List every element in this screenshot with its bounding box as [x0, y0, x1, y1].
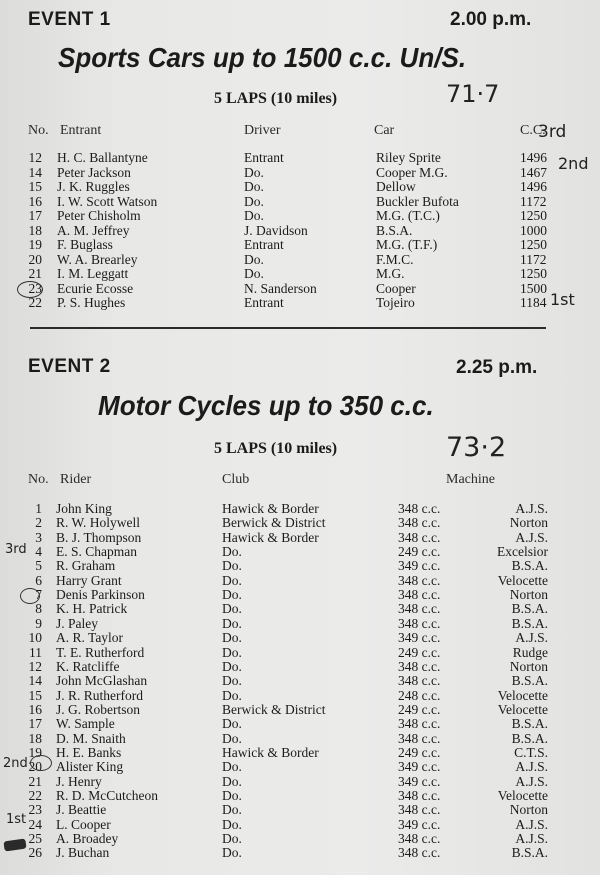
machine-make: Velocette: [497, 687, 548, 703]
entrant-name: Peter Jackson: [57, 164, 131, 180]
machine-make: Norton: [509, 802, 548, 818]
driver-name: Do.: [244, 208, 264, 223]
entrant-name: W. A. Brearley: [57, 251, 138, 267]
table-row: [0, 588, 600, 602]
driver-name: Do.: [244, 179, 264, 194]
club-name: Do.: [222, 601, 242, 617]
table-row: [0, 631, 600, 645]
event1-header-cc: C.C.: [520, 123, 546, 138]
club-name: Do.: [222, 845, 242, 861]
machine-cc: 348 c.c.: [398, 845, 441, 861]
car-name: Tojeiro: [376, 295, 415, 310]
table-row: [0, 689, 600, 703]
engine-cc: 1496: [520, 150, 547, 165]
car-name: Buckler Bufota: [376, 193, 459, 209]
club-name: Do.: [222, 816, 242, 832]
table-row: [0, 775, 600, 789]
entry-no: 22: [28, 295, 42, 310]
event2-circle-20: [30, 755, 52, 771]
entry-no: 23: [28, 280, 42, 296]
club-name: Do.: [222, 687, 242, 703]
club-name: Do.: [222, 558, 242, 574]
table-row: [0, 559, 600, 573]
machine-cc: 248 c.c.: [398, 687, 441, 703]
rider-no: 7: [35, 587, 42, 603]
rider-no: 4: [35, 544, 42, 560]
table-row: [0, 617, 600, 631]
driver-name: Do.: [244, 193, 264, 209]
driver-name: Do.: [244, 266, 264, 281]
machine-cc: 349 c.c.: [398, 759, 441, 775]
rider-name: D. M. Snaith: [56, 730, 126, 746]
table-row: [0, 574, 600, 588]
club-name: Do.: [222, 587, 242, 603]
machine-make: A.J.S.: [515, 816, 548, 832]
club-name: Do.: [222, 572, 242, 588]
club-name: Do.: [222, 544, 242, 560]
machine-cc: 348 c.c.: [398, 501, 441, 516]
rider-no: 24: [28, 816, 42, 832]
table-row: [0, 602, 600, 616]
event1-mark-hughes: 1st: [550, 290, 575, 309]
entrant-name: Peter Chisholm: [57, 208, 141, 223]
table-row: [0, 267, 600, 281]
club-name: Do.: [222, 759, 242, 775]
rider-no: 25: [28, 831, 42, 847]
machine-cc: 348 c.c.: [398, 831, 441, 847]
rider-name: J. Paley: [56, 615, 98, 631]
rider-name: Harry Grant: [56, 572, 122, 588]
rider-name: J. G. Robertson: [56, 701, 140, 717]
rider-name: John McGlashan: [56, 673, 148, 689]
rider-name: H. E. Banks: [56, 744, 122, 760]
entrant-name: I. W. Scott Watson: [57, 193, 158, 209]
event1-handwritten-speed: 71·7: [446, 80, 500, 108]
rider-name: Alister King: [56, 759, 124, 775]
club-name: Do.: [222, 615, 242, 631]
engine-cc: 1172: [520, 251, 547, 267]
rider-no: 10: [28, 630, 42, 646]
driver-name: Entrant: [244, 150, 284, 165]
event2-mark-cooper: 1st: [6, 812, 27, 827]
event1-mark-ballantyne: 3rd: [538, 122, 567, 142]
rider-name: Denis Parkinson: [56, 587, 145, 603]
engine-cc: 1250: [520, 266, 547, 281]
machine-make: C.T.S.: [514, 744, 548, 760]
rider-name: J. R. Rutherford: [56, 687, 143, 703]
table-row: [0, 545, 600, 559]
club-name: Do.: [222, 788, 242, 803]
entry-no: 17: [28, 208, 42, 223]
event2-handwritten-speed: 73·2: [446, 432, 507, 463]
entry-no: 18: [28, 222, 42, 238]
rider-no: 23: [28, 802, 42, 818]
machine-cc: 348 c.c.: [398, 788, 441, 803]
club-name: Do.: [222, 831, 242, 847]
rider-name: John King: [56, 501, 112, 516]
club-name: Do.: [222, 630, 242, 646]
table-row: [0, 703, 600, 717]
engine-cc: 1500: [520, 280, 547, 296]
car-name: Riley Sprite: [376, 150, 441, 165]
table-row: [0, 282, 600, 296]
club-name: Berwick & District: [222, 515, 326, 531]
club-name: Do.: [222, 773, 242, 789]
table-row: [0, 760, 600, 774]
rider-no: 26: [28, 845, 42, 861]
event1-time: 2.00 p.m.: [450, 9, 532, 30]
rider-name: A. Broadey: [56, 831, 119, 847]
table-row: [0, 732, 600, 746]
machine-make: Velocette: [497, 701, 548, 717]
rider-name: E. S. Chapman: [56, 544, 137, 560]
table-row: [0, 166, 600, 180]
car-name: B.S.A.: [376, 222, 413, 238]
club-name: Hawick & Border: [222, 501, 319, 516]
rider-name: T. E. Rutherford: [56, 644, 145, 660]
machine-make: A.J.S.: [515, 831, 548, 847]
driver-name: Do.: [244, 164, 264, 180]
table-row: [0, 502, 600, 516]
machine-make: Velocette: [497, 572, 548, 588]
machine-cc: 348 c.c.: [398, 587, 441, 603]
table-row: [0, 803, 600, 817]
rider-name: A. R. Taylor: [56, 630, 124, 646]
rider-no: 17: [28, 716, 42, 732]
event2-label: EVENT 2: [28, 356, 111, 377]
machine-cc: 348 c.c.: [398, 730, 441, 746]
car-name: Cooper M.G.: [376, 164, 448, 180]
rider-no: 5: [35, 558, 42, 574]
machine-make: Rudge: [512, 644, 548, 660]
table-row: [0, 818, 600, 832]
event2-mark-chapman: 3rd: [5, 542, 27, 557]
rider-no: 8: [35, 601, 42, 617]
event2-circle-7: [20, 588, 40, 604]
machine-cc: 349 c.c.: [398, 558, 441, 574]
entrant-name: H. C. Ballantyne: [57, 150, 148, 165]
table-row: [0, 531, 600, 545]
rider-name: R. D. McCutcheon: [56, 788, 158, 803]
machine-make: B.S.A.: [511, 730, 548, 746]
car-name: Dellow: [376, 179, 416, 194]
machine-make: A.J.S.: [515, 773, 548, 789]
driver-name: Do.: [244, 251, 264, 267]
club-name: Do.: [222, 658, 242, 674]
engine-cc: 1250: [520, 208, 547, 223]
driver-name: N. Sanderson: [244, 280, 317, 296]
machine-cc: 249 c.c.: [398, 744, 441, 760]
event2-header-club: Club: [222, 472, 250, 487]
event1-title: Sports Cars up to 1500 c.c. Un/S.: [58, 42, 467, 73]
table-row: [0, 180, 600, 194]
machine-cc: 249 c.c.: [398, 544, 441, 560]
rider-no: 18: [28, 730, 42, 746]
table-row: [0, 832, 600, 846]
rider-name: J. Buchan: [56, 845, 110, 861]
rider-name: K. H. Patrick: [56, 601, 128, 617]
entrant-name: J. K. Ruggles: [57, 179, 130, 194]
machine-make: B.S.A.: [511, 615, 548, 631]
table-row: [0, 151, 600, 165]
event1-circle-23: [17, 281, 43, 298]
entrant-name: Ecurie Ecosse: [57, 280, 134, 296]
event1-laps: 5 LAPS (10 miles): [214, 90, 338, 107]
event2-mark-king: 2nd: [3, 756, 28, 771]
machine-make: B.S.A.: [511, 601, 548, 617]
table-row: [0, 253, 600, 267]
table-row: [0, 746, 600, 760]
machine-cc: 348 c.c.: [398, 673, 441, 689]
machine-cc: 348 c.c.: [398, 716, 441, 732]
rider-no: 2: [35, 515, 42, 531]
engine-cc: 1467: [520, 164, 547, 180]
table-row: [0, 646, 600, 660]
event1-label: EVENT 1: [28, 9, 111, 30]
club-name: Hawick & Border: [222, 529, 319, 545]
entrant-name: I. M. Leggatt: [57, 266, 129, 281]
club-name: Do.: [222, 716, 242, 732]
machine-make: B.S.A.: [511, 558, 548, 574]
table-row: [0, 717, 600, 731]
machine-cc: 348 c.c.: [398, 515, 441, 531]
club-name: Do.: [222, 802, 242, 818]
club-name: Berwick & District: [222, 701, 326, 717]
rider-no: 1: [35, 501, 42, 516]
machine-cc: 348 c.c.: [398, 601, 441, 617]
rider-no: 3: [35, 529, 42, 545]
machine-cc: 348 c.c.: [398, 658, 441, 674]
entry-no: 12: [28, 150, 42, 165]
rider-no: 12: [28, 658, 42, 674]
rider-no: 20: [28, 759, 42, 775]
rider-no: 21: [28, 773, 42, 789]
machine-make: Excelsior: [497, 544, 548, 560]
entry-no: 19: [28, 237, 42, 252]
machine-make: B.S.A.: [511, 716, 548, 732]
engine-cc: 1496: [520, 179, 547, 194]
engine-cc: 1250: [520, 237, 547, 252]
driver-name: Entrant: [244, 237, 284, 252]
club-name: Hawick & Border: [222, 744, 319, 760]
table-row: [0, 195, 600, 209]
driver-name: Entrant: [244, 295, 284, 310]
event1-header-driver: Driver: [244, 123, 281, 138]
table-row: [0, 238, 600, 252]
car-name: F.M.C.: [376, 251, 414, 267]
entry-no: 16: [28, 193, 42, 209]
rider-name: B. J. Thompson: [56, 529, 142, 545]
machine-make: A.J.S.: [515, 759, 548, 775]
machine-cc: 348 c.c.: [398, 572, 441, 588]
event1-header-no: No.: [28, 123, 49, 138]
machine-cc: 349 c.c.: [398, 630, 441, 646]
entrant-name: A. M. Jeffrey: [57, 222, 130, 238]
entry-no: 21: [28, 266, 42, 281]
machine-cc: 349 c.c.: [398, 773, 441, 789]
table-row: [0, 516, 600, 530]
club-name: Do.: [222, 644, 242, 660]
table-row: [0, 660, 600, 674]
rider-name: L. Cooper: [56, 816, 111, 832]
engine-cc: 1172: [520, 193, 547, 209]
car-name: M.G. (T.C.): [376, 208, 440, 223]
rider-name: J. Beattie: [56, 802, 107, 818]
machine-cc: 349 c.c.: [398, 816, 441, 832]
table-row: [0, 209, 600, 223]
rider-name: K. Ratcliffe: [56, 658, 120, 674]
machine-make: B.S.A.: [511, 673, 548, 689]
event2-title: Motor Cycles up to 350 c.c.: [98, 390, 434, 421]
driver-name: J. Davidson: [244, 222, 308, 238]
event1-mark-jackson: 2nd: [558, 154, 589, 173]
rider-name: W. Sample: [56, 716, 115, 732]
table-row: [0, 789, 600, 803]
entry-no: 20: [28, 251, 42, 267]
club-name: Do.: [222, 730, 242, 746]
entry-no: 14: [28, 164, 42, 180]
rider-no: 6: [35, 572, 42, 588]
rider-no: 15: [28, 687, 42, 703]
entrant-name: P. S. Hughes: [57, 295, 126, 310]
machine-cc: 348 c.c.: [398, 529, 441, 545]
section-divider: [30, 327, 546, 329]
machine-make: Norton: [509, 658, 548, 674]
event1-header-car: Car: [374, 123, 395, 138]
rider-no: 22: [28, 788, 42, 803]
club-name: Do.: [222, 673, 242, 689]
car-name: Cooper: [376, 280, 416, 296]
machine-make: Norton: [509, 515, 548, 531]
machine-make: A.J.S.: [515, 529, 548, 545]
machine-cc: 348 c.c.: [398, 802, 441, 818]
machine-make: B.S.A.: [511, 845, 548, 861]
machine-make: A.J.S.: [515, 630, 548, 646]
entry-no: 15: [28, 179, 42, 194]
rider-no: 14: [28, 673, 42, 689]
table-row: [0, 224, 600, 238]
event2-header-machine: Machine: [446, 472, 495, 487]
rider-name: R. Graham: [56, 558, 116, 574]
machine-make: Velocette: [497, 788, 548, 803]
machine-cc: 249 c.c.: [398, 644, 441, 660]
event2-header-rider: Rider: [60, 472, 92, 487]
rider-no: 19: [28, 744, 42, 760]
table-row: [0, 674, 600, 688]
rider-no: 16: [28, 701, 42, 717]
event1-header-entrant: Entrant: [60, 123, 102, 138]
event2-header-no: No.: [28, 472, 49, 487]
engine-cc: 1184: [520, 295, 547, 310]
event2-time: 2.25 p.m.: [456, 357, 538, 378]
machine-cc: 249 c.c.: [398, 701, 441, 717]
machine-cc: 348 c.c.: [398, 615, 441, 631]
machine-make: Norton: [509, 587, 548, 603]
machine-make: A.J.S.: [515, 501, 548, 516]
car-name: M.G. (T.F.): [376, 237, 438, 252]
car-name: M.G.: [376, 266, 405, 281]
engine-cc: 1000: [520, 222, 547, 238]
entrant-name: F. Buglass: [57, 237, 113, 252]
rider-no: 11: [29, 644, 42, 660]
rider-name: R. W. Holywell: [56, 515, 141, 531]
table-row: [0, 296, 600, 310]
table-row: [0, 846, 600, 860]
rider-no: 9: [35, 615, 42, 631]
event2-laps: 5 LAPS (10 miles): [214, 440, 338, 457]
rider-name: J. Henry: [56, 773, 102, 789]
